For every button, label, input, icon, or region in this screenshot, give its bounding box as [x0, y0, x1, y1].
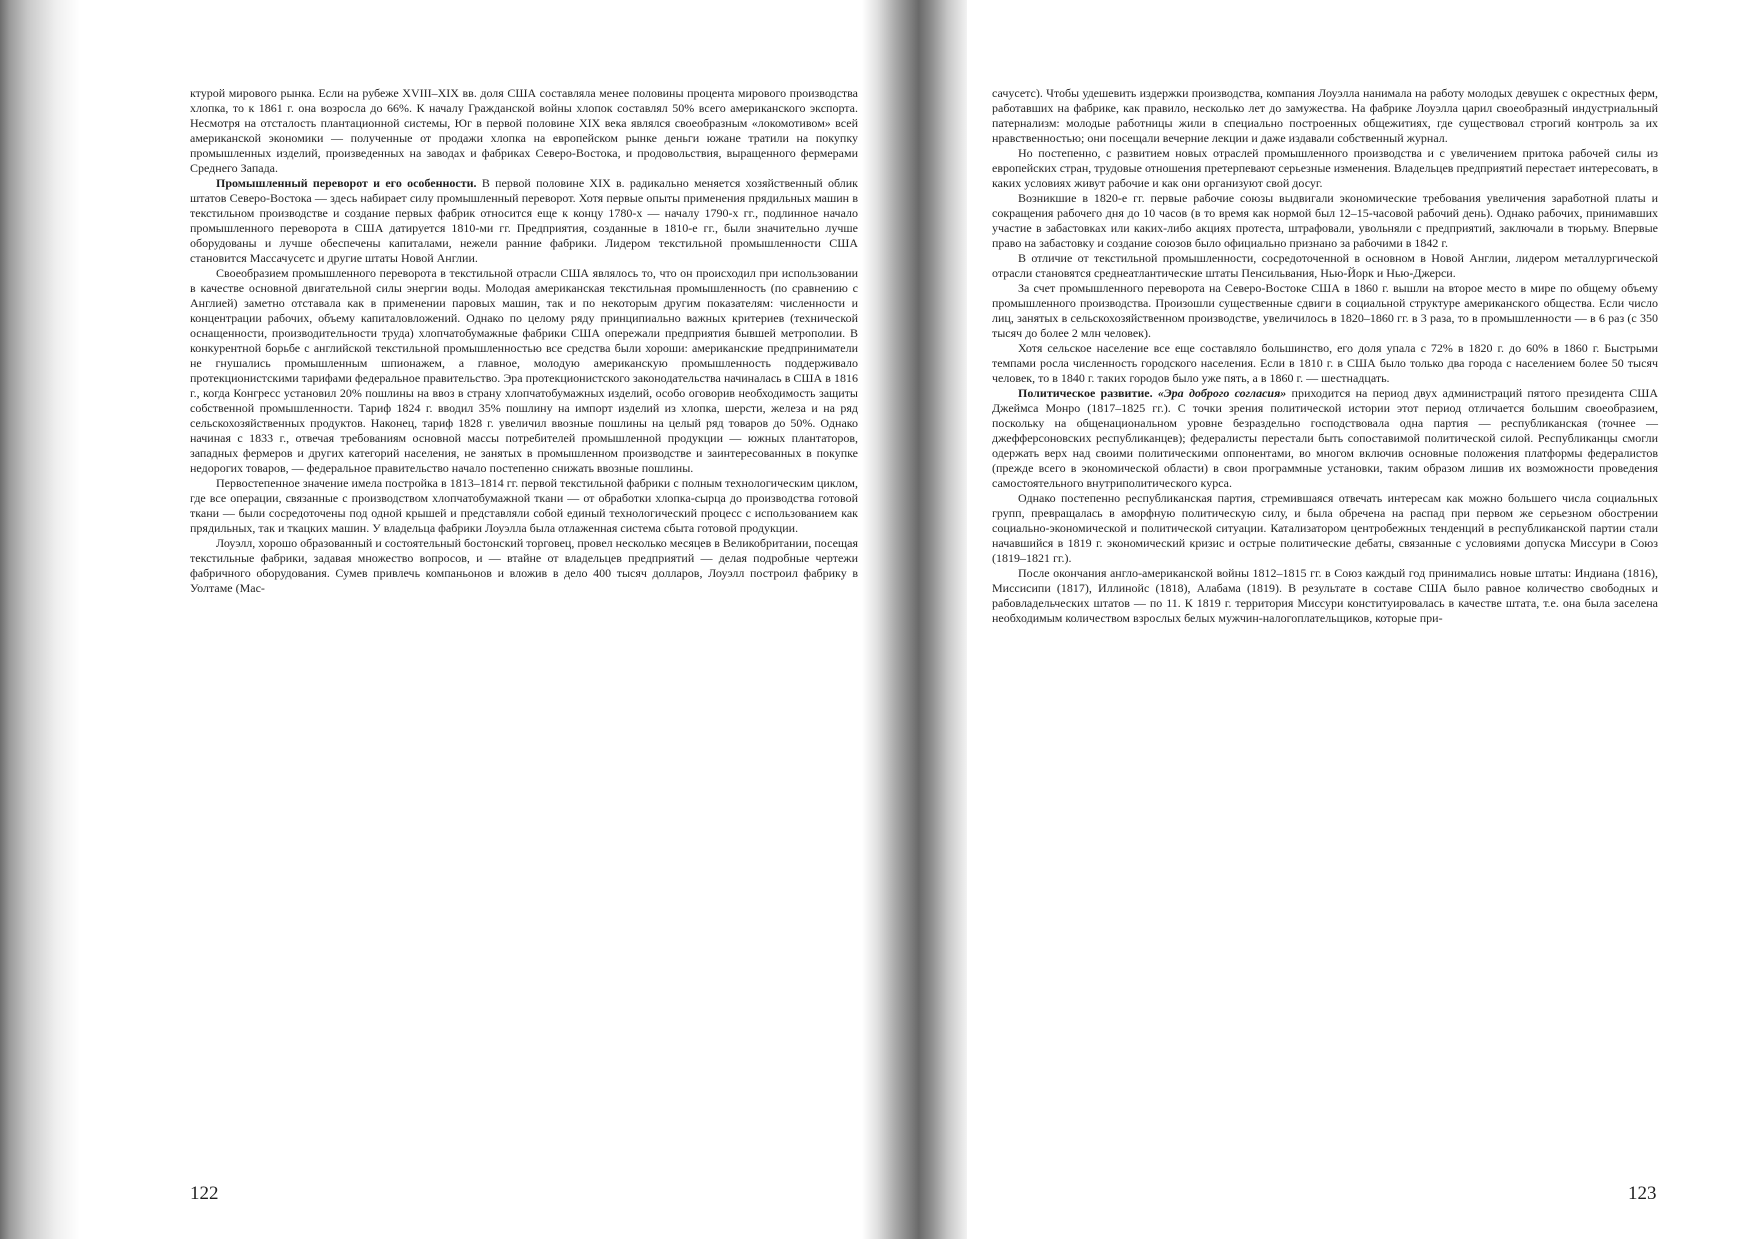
section-heading: Промышленный переворот и его особенности.	[216, 176, 477, 190]
page-left	[190, 86, 858, 1216]
paragraph: За счет промышленного переворота на Северо-Востоке США в 1860 г. вышли на второе место в мире по общему объему промышленного производства. Произошли существенные сдвиги в социальной структуре американского общества. Если число лиц, занятых в сельскохозяйственном производстве, увеличилось в 1820–1860 гг. в 3 раза, то в промышленности — в 6 раз (с 350 тысяч до более 2 млн человек).	[992, 281, 1658, 340]
paragraph: Возникшие в 1820-е гг. первые рабочие союзы выдвигали экономические требования увеличения заработной платы и сокращения рабочего дня до 10 часов (в то время как нормой был 12–15-часовой рабочий день). Однако рабочих, принимавших участие в забастовках или каких-либо акциях протеста, штрафовали, увольняли с предприятий, заключали в тюрьму. Впервые право на забастовку и создание союзов было официально признано за рабочими в 1842 г.	[992, 191, 1658, 250]
paragraph: ктурой мирового рынка. Если на рубеже XVIII–XIX вв. доля США составляла менее половины процента мирового производства хлопка, то к 1861 г. она возросла до 66%. К началу Гражданской войны хлопок составлял 50% всего американского экспорта. Несмотря на отсталость плантационной системы, Юг в первой половине XIX века являлся своеобразным «локомотивом» всей американской экономики — полученные от продажи хлопка на европейском рынке деньги южане тратили на покупку промышленных изделий, произведенных на заводах и фабриках Северо-Востока, и продовольствия, выращенного фермерами Среднего Запада.	[190, 86, 858, 175]
emphasis-term: «Эра доброго согласия»	[1157, 386, 1287, 400]
paragraph: Промышленный переворот и его особенности. В первой половине XIX в. радикально меняется хозяйственный облик штатов Северо-Востока — здесь набирает силу промышленный переворот. Хотя первые опыты применения прядильных машин в текстильном производстве и создание первых фабрик относится еще к концу 1780-х — началу 1790-х гг., подлинное начало промышленного переворота в США датируется 1810-ми гг. Предприятия, созданные в 1810-е гг., были значительно лучше оборудованы и лучше обеспечены капиталами, нежели ранние фабрики. Лидером текстильной промышленности США становится Массачусетс и другие штаты Новой Англии.	[190, 176, 859, 265]
paragraph: Своеобразием промышленного переворота в текстильной отрасли США являлось то, что он происходил при использовании в качестве основной двигательной силы энергии воды. Молодая американская текстильная промышленность (по сравнению с Англией) заметно отставала как в применении паровых машин, так и по некоторым другим показателям: численности и концентрации рабочих, объему капиталовложений. Однако по целому ряду принципиально важных критериев (технической оснащенности, производительности труда) хлопчатобумажные фабрики США опережали предприятия бывшей метрополии. В конкурентной борьбе с английской текстильной промышленностью все средства были хороши: американские предприниматели не гнушались промышленным шпионажем, а главное, молодую американскую промышленность поддерживало протекционистскими тарифами федеральное правительство. Эра протекционистского законодательства начиналась в США в 1816 г., когда Конгресс установил 20% пошлины на ввоз в страну хлопчатобумажных изделий, особо оговорив необходимость защиты собственной промышленности. Тариф 1824 г. вводил 35% пошлину на импорт изделий из хлопка, шерсти, железа и на ряд сельскохозяйственных продуктов. Наконец, тариф 1828 г. увеличил ввозные пошлины на целый ряд товаров до 50%. Однако начиная с 1833 г., отвечая требованиям основной массы потребителей промышленной продукции — южных плантаторов, западных фермеров и других категорий населения, не занятых в промышленном производстве и заинтересованных в покупке недорогих товаров, — федеральное правительство начало постепенно снижать ввозные пошлины.	[190, 266, 858, 475]
paragraph: Первостепенное значение имела постройка в 1813–1814 гг. первой текстильной фабрики с полным технологическим циклом, где все операции, связанные с производством хлопчатобумажной ткани — от обработки хлопка-сырца до производства готовой ткани — были сосредоточены под одной крышей и представляли собой единый технологический процесс с использованием как прядильных, так и ткацких машин. У владельца фабрики Лоуэлла была отлаженная система сбыта готовой продукции.	[190, 476, 858, 535]
paragraph: Хотя сельское население все еще составляло большинство, его доля упала с 72% в 1820 г. до 60% в 1860 г. Быстрыми темпами росла численность городского населения. Если в 1810 г. в США было только два города с населением более 50 тысяч человек, то в 1840 г. таких городов было уже пять, а в 1860 г. — шестнадцать.	[992, 341, 1658, 385]
page-right	[992, 86, 1658, 1216]
paragraph: сачусетс). Чтобы удешевить издержки производства, компания Лоуэлла нанимала на работу молодых девушек с окрестных ферм, работавших на фабрике, как правило, несколько лет до замужества. На фабрике Лоуэлла царил своеобразный индустриальный патернализм: молодые работницы жили в специально построенных общежитиях, где существовал строгий контроль за их нравственностью; они посещали вечерние лекции и даже издавали собственный журнал.	[992, 86, 1658, 145]
page-number-right: 123	[1628, 1183, 1657, 1204]
paragraph: Политическое развитие. «Эра доброго согласия» приходится на период двух администраций пятого президента США Джеймса Монро (1817–1825 гг.). С точки зрения политической истории этот период отличается большим своеобразием, поскольку на общенациональном уровне безраздельно господствовала одна партия — республиканская (точнее — джефферсоновских республиканцев); федералисты перестали быть сопоставимой политической силой. Республиканцы смогли одержать верх над своими политическими оппонентами, во многом включив основные положения платформы федералистов (прежде всего в экономической области) в свои программные установки, таким образом лишив их возможности проведения самостоятельного внутриполитического курса.	[992, 386, 1659, 490]
page-number-left: 122	[190, 1183, 219, 1204]
paragraph: В отличие от текстильной промышленности, сосредоточенной в основном в Новой Англии, лидером металлургической отрасли становятся среднеатлантические штаты Пенсильвания, Нью-Йорк и Нью-Джерси.	[992, 251, 1658, 280]
paragraph: Но постепенно, с развитием новых отраслей промышленного производства и с увеличением притока рабочей силы из европейских стран, трудовые отношения претерпевают серьезные изменения. Владельцев предприятий перестает интересовать, в каких условиях живут рабочие и как они организуют свой досуг.	[992, 146, 1658, 190]
paragraph: Лоуэлл, хорошо образованный и состоятельный бостонский торговец, провел несколько месяцев в Великобритании, посещая текстильные фабрики, задавая множество вопросов, и — втайне от владельцев предприятий — делая подробные чертежи фабричного оборудования. Сумев привлечь компаньонов и вложив в дело 400 тысяч долларов, Лоуэлл построил фабрику в Уолтаме (Мас-	[190, 536, 858, 595]
paragraph: Однако постепенно республиканская партия, стремившаяся отвечать интересам как можно большего числа социальных групп, превращалась в аморфную политическую силу, и была обречена на распад при первом же серьезном обострении социально-экономической и политической ситуации. Катализатором центробежных тенденций в республиканской партии стали начавшийся в 1819 г. экономический кризис и острые политические дебаты, связанные с условиями допуска Миссури в Союз (1819–1821 гг.).	[992, 491, 1658, 565]
paragraph: После окончания англо-американской войны 1812–1815 гг. в Союз каждый год принимались новые штаты: Индиана (1816), Миссисипи (1817), Иллинойс (1818), Алабама (1819). В результате в составе США было равное количество свободных и рабовладельческих штатов — по 11. К 1819 г. территория Миссури конституировалась в качестве штата, т.е. она была заселена необходимым количеством взрослых белых мужчин-налогоплательщиков, которые при-	[992, 566, 1658, 625]
book-left-edge-shadow	[0, 0, 80, 1239]
section-heading: Политическое развитие.	[1018, 386, 1153, 400]
book-spine-gutter	[862, 0, 967, 1239]
